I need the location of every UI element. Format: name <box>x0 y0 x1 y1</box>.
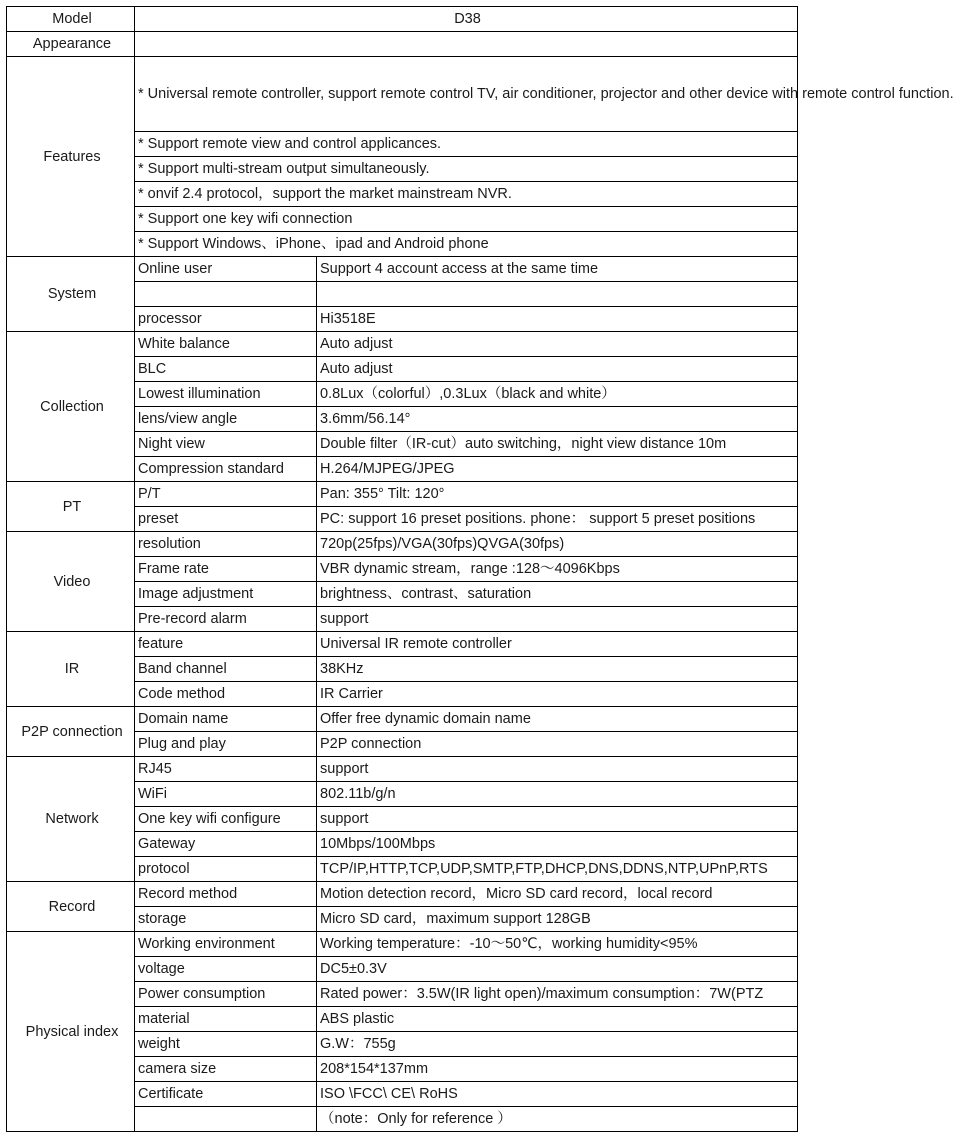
spec-key: Night view <box>135 432 317 457</box>
spec-key: feature <box>135 632 317 657</box>
spec-key <box>135 282 317 307</box>
spec-key: lens/view angle <box>135 407 317 432</box>
spec-key: protocol <box>135 857 317 882</box>
ir-label: IR <box>7 632 135 707</box>
feature-item: * Support remote view and control applicances. <box>135 132 798 157</box>
spec-key: Plug and play <box>135 732 317 757</box>
spec-key: Lowest illumination <box>135 382 317 407</box>
spec-value: support <box>317 757 798 782</box>
collection-label: Collection <box>7 332 135 482</box>
spec-key: Domain name <box>135 707 317 732</box>
spec-key: Code method <box>135 682 317 707</box>
spec-value: 10Mbps/100Mbps <box>317 832 798 857</box>
spec-key: voltage <box>135 957 317 982</box>
video-label: Video <box>7 532 135 632</box>
spec-key: Power consumption <box>135 982 317 1007</box>
spec-key: Frame rate <box>135 557 317 582</box>
spec-key: WiFi <box>135 782 317 807</box>
p2p-label: P2P connection <box>7 707 135 757</box>
feature-item: * onvif 2.4 protocol，support the market mainstream NVR. <box>135 182 798 207</box>
spec-key: Band channel <box>135 657 317 682</box>
spec-value: H.264/MJPEG/JPEG <box>317 457 798 482</box>
spec-value: Double filter（IR-cut）auto switching，night view distance 10m <box>317 432 798 457</box>
spec-key: weight <box>135 1032 317 1057</box>
spec-value: Hi3518E <box>317 307 798 332</box>
spec-table <box>6 6 954 1132</box>
spec-key: preset <box>135 507 317 532</box>
table-row <box>7 707 798 732</box>
spec-key: Pre-record alarm <box>135 607 317 632</box>
spec-value: support <box>317 607 798 632</box>
table-row <box>7 632 798 657</box>
spec-value: Offer free dynamic domain name <box>317 707 798 732</box>
table-row <box>7 32 798 57</box>
spec-key: camera size <box>135 1057 317 1082</box>
pt-label: PT <box>7 482 135 532</box>
spec-key: Certificate <box>135 1082 317 1107</box>
spec-key: Image adjustment <box>135 582 317 607</box>
spec-key: storage <box>135 907 317 932</box>
table-row <box>7 7 798 32</box>
spec-key: Gateway <box>135 832 317 857</box>
spec-value: Working temperature：-10～50℃，working humidity<95% <box>317 932 798 957</box>
spec-key <box>135 1107 317 1132</box>
spec-value: P2P connection <box>317 732 798 757</box>
spec-value: support <box>317 807 798 832</box>
spec-value: 208*154*137mm <box>317 1057 798 1082</box>
spec-key: resolution <box>135 532 317 557</box>
features-label: Features <box>7 57 135 257</box>
spec-key: processor <box>135 307 317 332</box>
table-row <box>7 882 798 907</box>
record-label: Record <box>7 882 135 932</box>
spec-value: Universal IR remote controller <box>317 632 798 657</box>
physical-label: Physical index <box>7 932 135 1132</box>
table-row <box>7 57 798 132</box>
spec-value: ABS plastic <box>317 1007 798 1032</box>
spec-value: Motion detection record，Micro SD card record，local record <box>317 882 798 907</box>
system-label: System <box>7 257 135 332</box>
feature-item: * Support one key wifi connection <box>135 207 798 232</box>
appearance-label: Appearance <box>7 32 135 57</box>
spec-key: Working environment <box>135 932 317 957</box>
spec-value: DC5±0.3V <box>317 957 798 982</box>
spec-key: Online user <box>135 257 317 282</box>
table-row <box>7 932 798 957</box>
spec-value: VBR dynamic stream，range :128～4096Kbps <box>317 557 798 582</box>
reference-note: （note：Only for reference ） <box>317 1107 798 1132</box>
spec-key: BLC <box>135 357 317 382</box>
spec-value: 3.6mm/56.14° <box>317 407 798 432</box>
spec-value: TCP/IP,HTTP,TCP,UDP,SMTP,FTP,DHCP,DNS,DDNS,NTP,UPnP,RTS <box>317 857 798 882</box>
model-value: D38 <box>135 7 798 32</box>
table-row <box>7 482 798 507</box>
spec-value <box>317 282 798 307</box>
spec-value: Rated power：3.5W(IR light open)/maximum consumption：7W(PTZ <box>317 982 798 1007</box>
spec-value: 0.8Lux（colorful）,0.3Lux（black and white） <box>317 382 798 407</box>
model-label: Model <box>7 7 135 32</box>
table-row <box>7 257 798 282</box>
spec-value: Support 4 account access at the same time <box>317 257 798 282</box>
spec-value: 802.11b/g/n <box>317 782 798 807</box>
feature-item: * Support multi-stream output simultaneously. <box>135 157 798 182</box>
spec-value: brightness、contrast、saturation <box>317 582 798 607</box>
spec-key: material <box>135 1007 317 1032</box>
spec-value: PC: support 16 preset positions. phone： support 5 preset positions <box>317 507 798 532</box>
spec-key: P/T <box>135 482 317 507</box>
table-row <box>7 332 798 357</box>
spec-value: Auto adjust <box>317 357 798 382</box>
feature-item: * Universal remote controller, support remote control TV, air conditioner, projector and other device with remote control function. <box>135 57 798 132</box>
spec-key: Compression standard <box>135 457 317 482</box>
table-row <box>7 532 798 557</box>
spec-key: RJ45 <box>135 757 317 782</box>
spec-key: Record method <box>135 882 317 907</box>
table-row <box>7 757 798 782</box>
spec-value: Pan: 355° Tilt: 120° <box>317 482 798 507</box>
spec-value: Auto adjust <box>317 332 798 357</box>
spec-key: One key wifi configure <box>135 807 317 832</box>
spec-value: 720p(25fps)/VGA(30fps)QVGA(30fps) <box>317 532 798 557</box>
appearance-value <box>135 32 798 57</box>
spec-value: 38KHz <box>317 657 798 682</box>
spec-value: ISO \FCC\ CE\ RoHS <box>317 1082 798 1107</box>
spec-value: IR Carrier <box>317 682 798 707</box>
network-label: Network <box>7 757 135 882</box>
spec-key: White balance <box>135 332 317 357</box>
spec-value: Micro SD card，maximum support 128GB <box>317 907 798 932</box>
spec-value: G.W：755g <box>317 1032 798 1057</box>
feature-item: * Support Windows、iPhone、ipad and Android phone <box>135 232 798 257</box>
